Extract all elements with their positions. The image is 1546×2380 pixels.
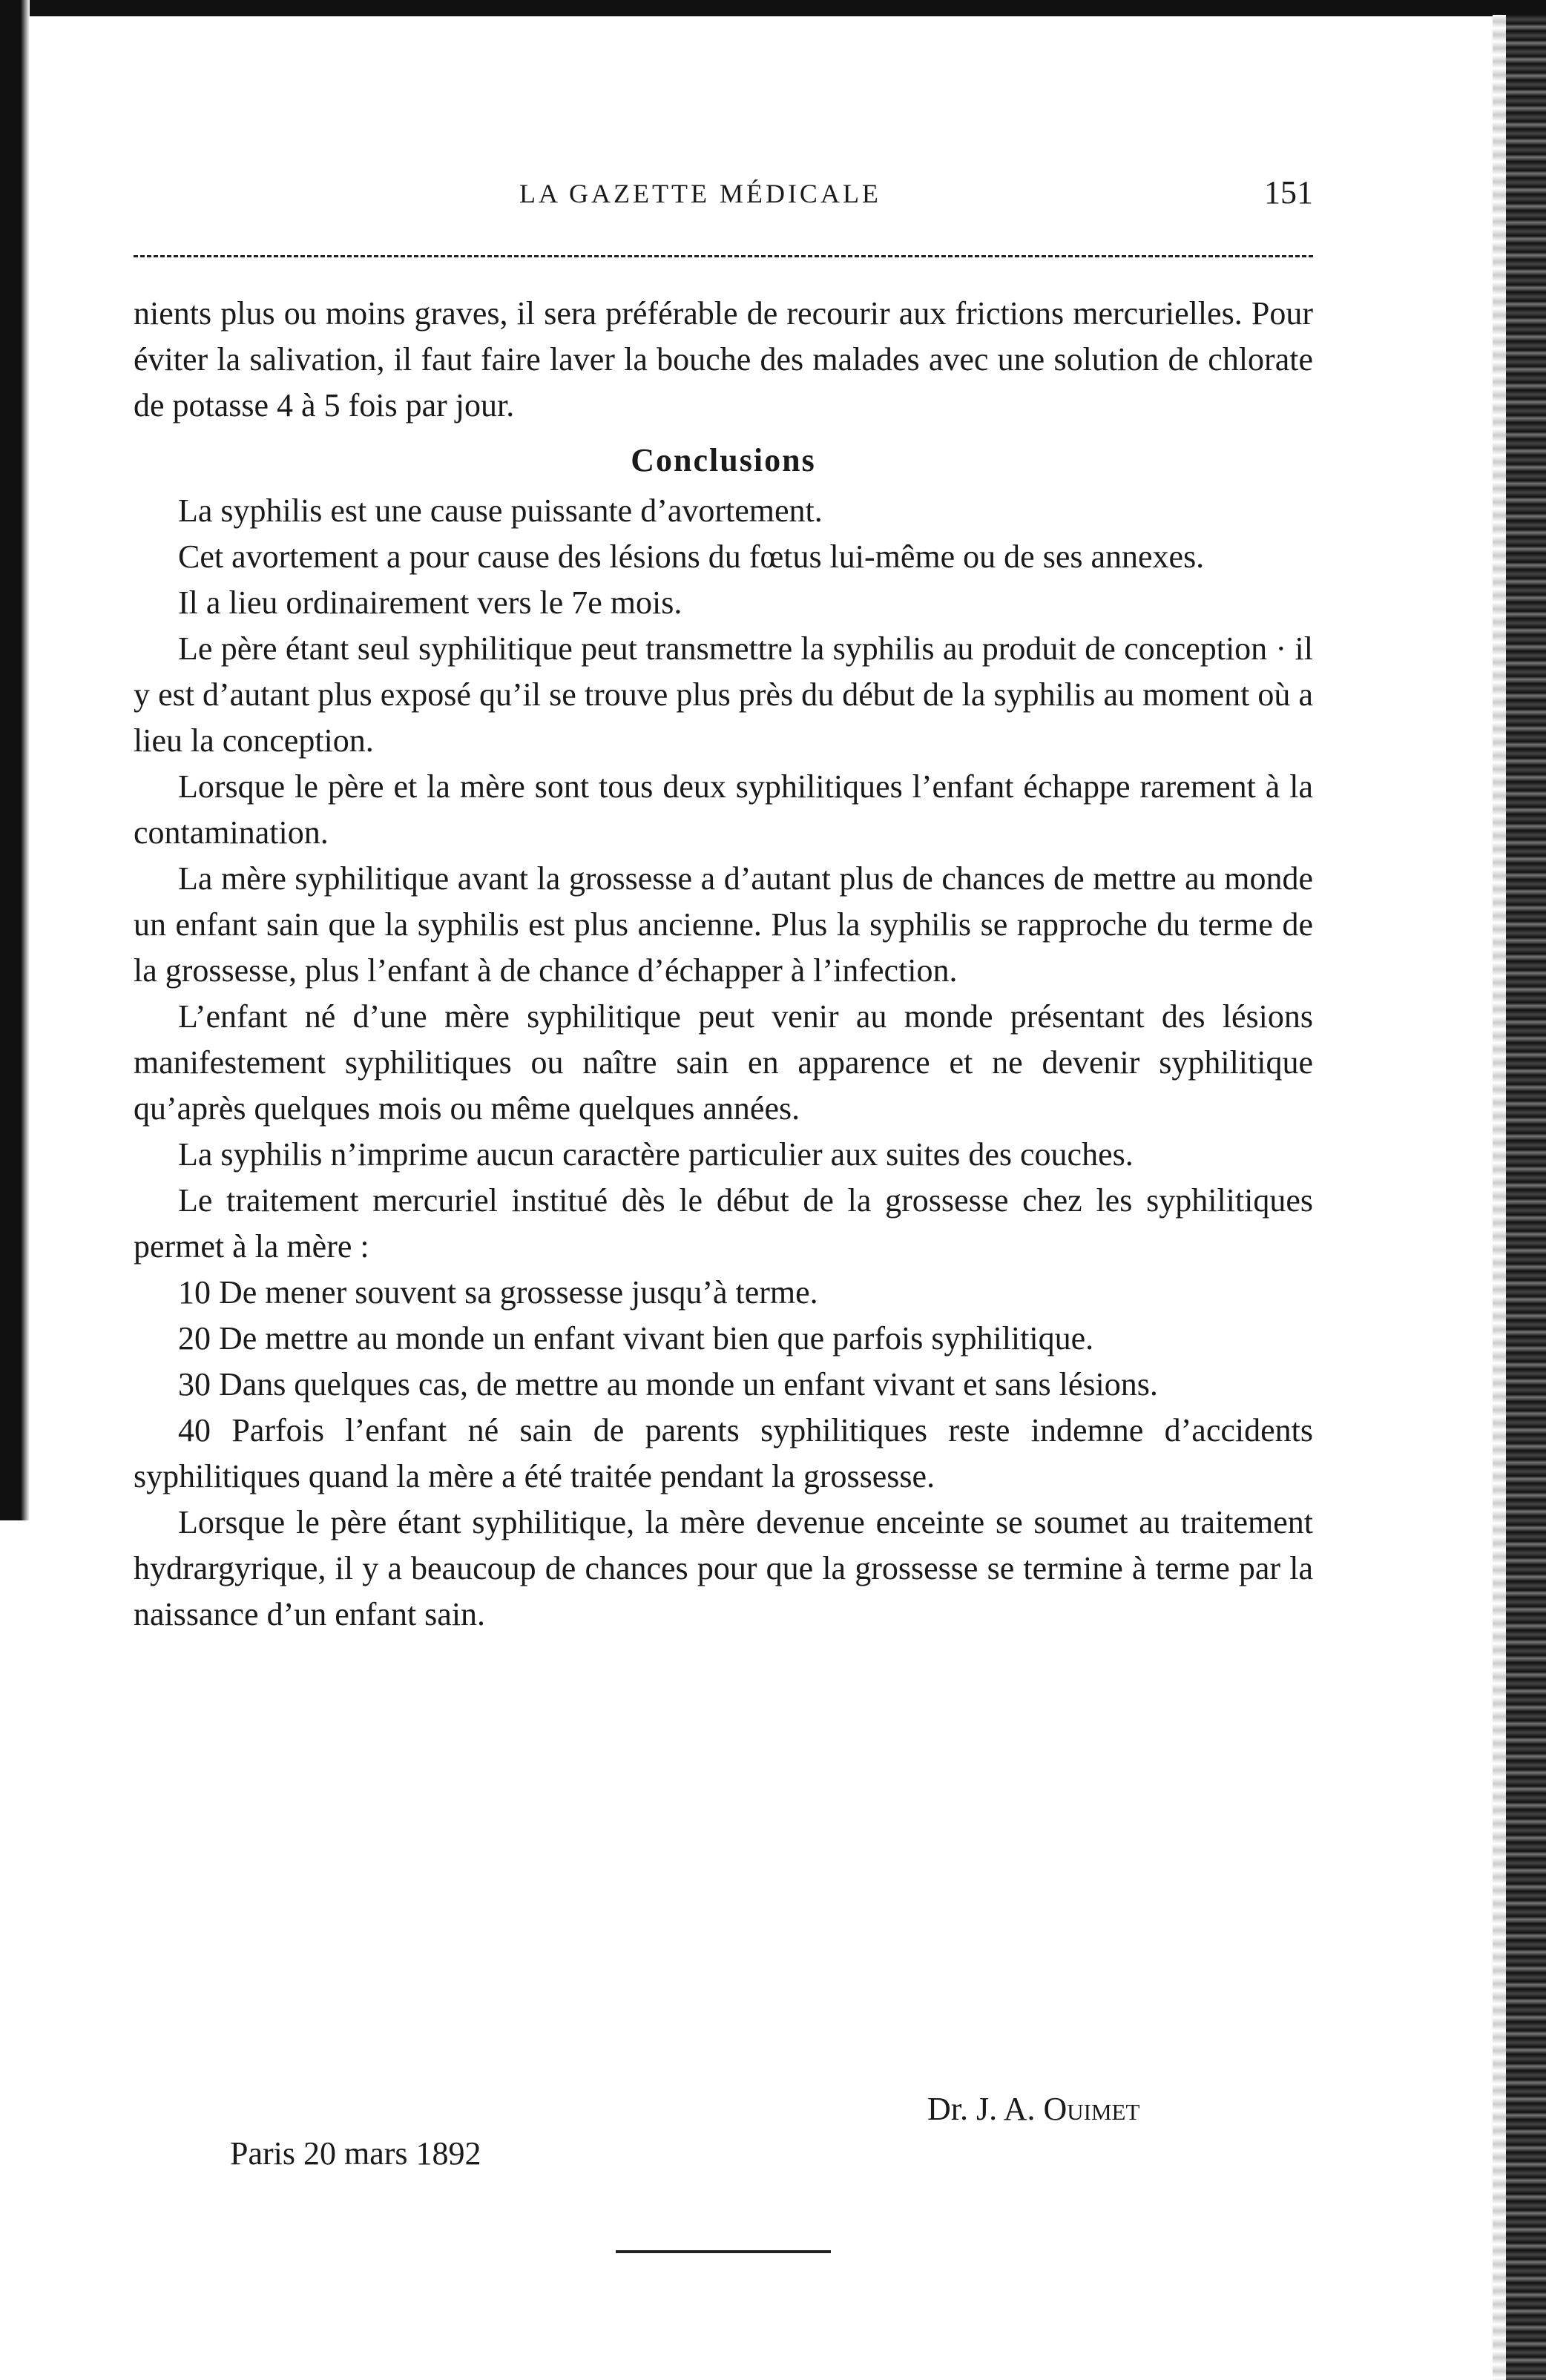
list-item: 10 De mener souvent sa grossesse jusqu’à terme.	[178, 1274, 818, 1311]
dateline: Paris 20 mars 1892	[230, 2135, 481, 2172]
paragraph: Le traitement mercuriel institué dès le début de la grossesse chez les syphilitiques permet à la mère :	[134, 1182, 1313, 1265]
author-signature	[927, 2090, 1139, 2128]
author-name: Ouimet	[1043, 2091, 1140, 2127]
paragraph: La mère syphilitique avant la grossesse a d’autant plus de chances de mettre au monde un enfant sain que la syphilis est plus ancienne. Plus la syphilis se rapproche du terme de la grossesse, plus l’enfant à de chance d’échapper à l’infection.	[134, 860, 1313, 989]
running-header	[134, 174, 1313, 222]
header-rule	[134, 255, 1313, 257]
section-title: Conclusions	[631, 442, 816, 478]
scan-border-right	[1493, 15, 1546, 2380]
scan-border-top	[22, 0, 1546, 16]
paragraph-continuation: nients plus ou moins graves, il sera préférable de recourir aux frictions mercurielles. Pour éviter la salivation, il faut faire laver la bouche des malades avec une solution de chlorate de potasse 4 à 5 fois par jour.	[134, 295, 1313, 423]
paragraph: Le père étant seul syphilitique peut transmettre la syphilis au produit de conception · il y est d’autant plus exposé qu’il se trouve plus près du début de la syphilis au moment où a lieu la conception.	[134, 630, 1313, 759]
paragraph: Cet avortement a pour cause des lésions du fœtus lui-même ou de ses annexes.	[178, 538, 1205, 575]
list-item: 40 Parfois l’enfant né sain de parents syphilitiques reste indemne d’accidents syphilitiques quand la mère a été traitée pendant la grossesse.	[134, 1412, 1313, 1494]
scan-border-left	[0, 0, 30, 1520]
list-item: 20 De mettre au monde un enfant vivant bien que parfois syphilitique.	[178, 1320, 1094, 1357]
paragraph: Lorsque le père et la mère sont tous deux syphilitiques l’enfant échappe rarement à la contamination.	[134, 768, 1313, 851]
list-item: 30 Dans quelques cas, de mettre au monde un enfant vivant et sans lésions.	[178, 1366, 1158, 1402]
paragraph: L’enfant né d’une mère syphilitique peut venir au monde présentant des lésions manifestement syphilitiques ou naître sain en apparence et ne devenir syphilitique qu’après quelques mois ou même quelques années.	[134, 998, 1313, 1127]
footer-rule	[616, 2250, 831, 2253]
paragraph: Lorsque le père étant syphilitique, la mère devenue enceinte se soumet au traitement hydrargyrique, il y a beaucoup de chances pour que la grossesse se termine à terme par la naissance d’un enfant sain.	[134, 1504, 1313, 1632]
article-body	[134, 291, 1313, 1638]
paragraph: La syphilis est une cause puissante d’avortement.	[178, 492, 823, 529]
page-number: 151	[1264, 174, 1313, 211]
signature-prefix: Dr. J. A.	[927, 2091, 1036, 2127]
journal-title: LA GAZETTE MÉDICALE	[519, 179, 881, 208]
paragraph: Il a lieu ordinairement vers le 7e mois.	[178, 584, 682, 621]
paragraph: La syphilis n’imprime aucun caractère particulier aux suites des couches.	[178, 1136, 1134, 1173]
